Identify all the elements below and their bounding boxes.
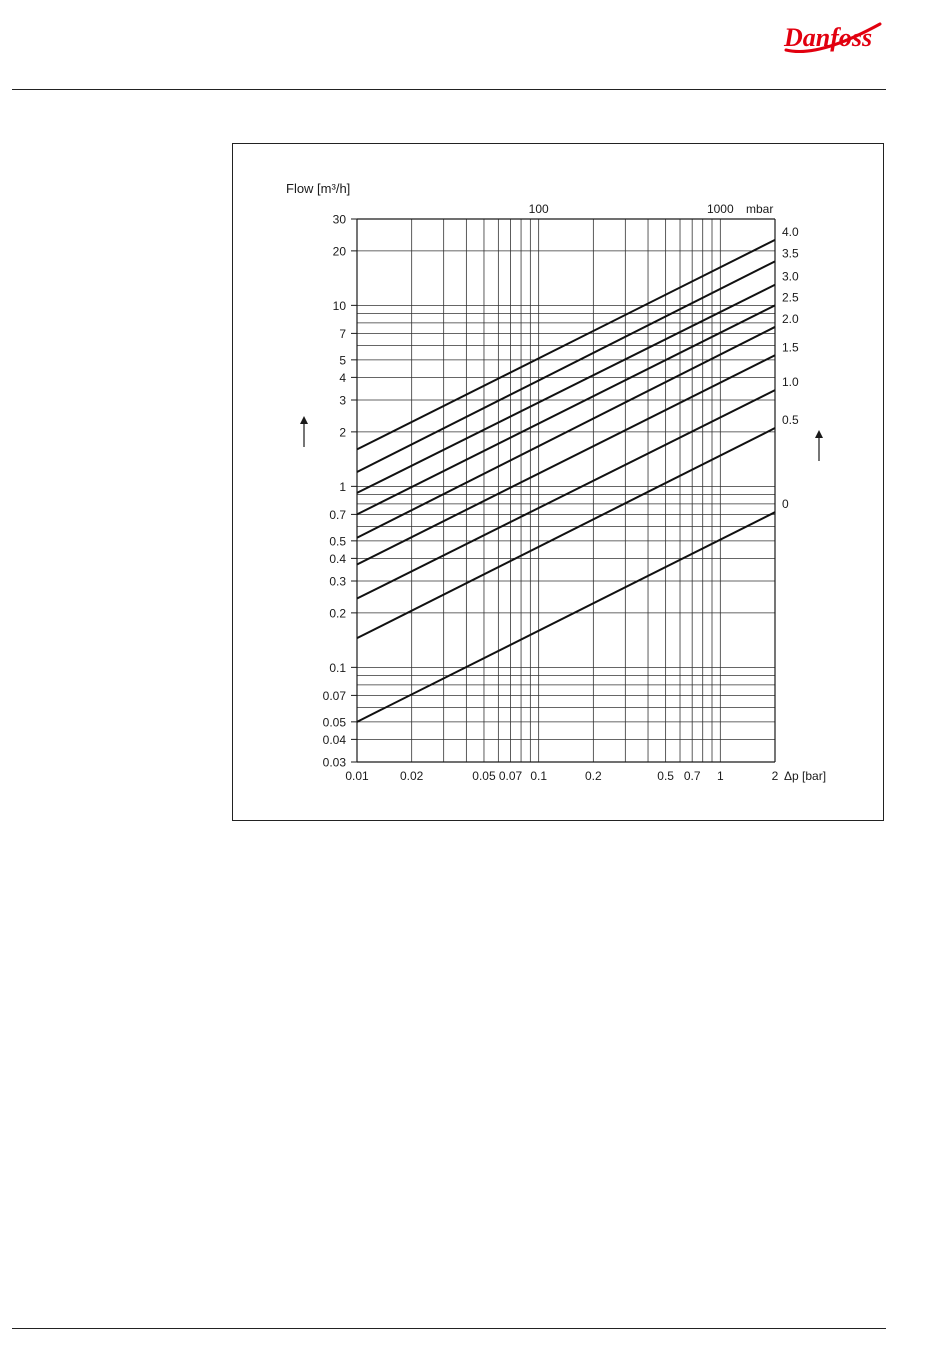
y-tick-label: 0.07 <box>322 688 346 703</box>
x-axis-title: Δp [bar] <box>784 769 827 783</box>
x-tick-label: 0.2 <box>584 769 602 783</box>
y-axis-title: Flow [m³/h] <box>286 181 351 196</box>
y-tick-label: 0.7 <box>329 507 346 522</box>
y-tick-label: 4 <box>339 370 346 385</box>
top-axis-unit: mbar <box>746 202 774 216</box>
x-tick-label: 2 <box>771 769 779 783</box>
danfoss-logo-text: Danfoss <box>784 23 873 52</box>
y-tick-label: 1 <box>339 479 346 494</box>
grid-layer <box>351 219 775 762</box>
x-tick-label: 1 <box>716 769 724 783</box>
y-direction-arrow-right <box>815 430 823 461</box>
x-tick-label: 0.5 <box>657 769 674 783</box>
series-label: 2.0 <box>782 311 799 326</box>
y-direction-arrow-left <box>300 416 308 447</box>
x-tick-label: 0.07 <box>498 769 523 783</box>
series-label: 0.5 <box>782 413 799 428</box>
footer-divider <box>12 1328 886 1329</box>
y-tick-label: 2 <box>339 425 346 440</box>
series-label: 0 <box>782 497 789 512</box>
x-tick-label: 0.05 <box>472 769 496 783</box>
y-tick-label: 0.4 <box>329 551 346 566</box>
x-tick-label: 0.1 <box>530 769 548 783</box>
top-tick-label: 1000 <box>706 202 734 216</box>
y-tick-label: 0.2 <box>329 606 346 621</box>
y-tick-label: 0.05 <box>322 715 346 730</box>
series-label: 3.0 <box>782 269 799 284</box>
y-tick-label: 20 <box>332 244 346 259</box>
y-tick-label: 0.03 <box>322 755 346 770</box>
y-tick-label: 0.5 <box>329 534 346 549</box>
x-tick-label: 0.7 <box>683 769 701 783</box>
y-tick-label: 30 <box>332 212 346 227</box>
labels-layer <box>323 202 799 783</box>
y-tick-label: 0.1 <box>329 660 346 675</box>
x-tick-label: 0.01 <box>345 769 369 783</box>
series-label: 1.0 <box>782 375 799 390</box>
series-label: 3.5 <box>782 246 799 261</box>
y-tick-label: 10 <box>332 298 346 313</box>
y-tick-label: 7 <box>339 326 346 341</box>
y-tick-label: 0.3 <box>329 574 346 589</box>
series-label: 4.0 <box>782 224 799 239</box>
x-tick-label: 0.02 <box>400 769 424 783</box>
y-tick-label: 3 <box>339 393 346 408</box>
y-tick-label: 5 <box>339 353 346 368</box>
series-label: 2.5 <box>782 290 799 305</box>
top-tick-label: 100 <box>528 202 549 216</box>
series-label: 1.5 <box>782 340 799 355</box>
y-tick-label: 0.04 <box>322 732 346 747</box>
